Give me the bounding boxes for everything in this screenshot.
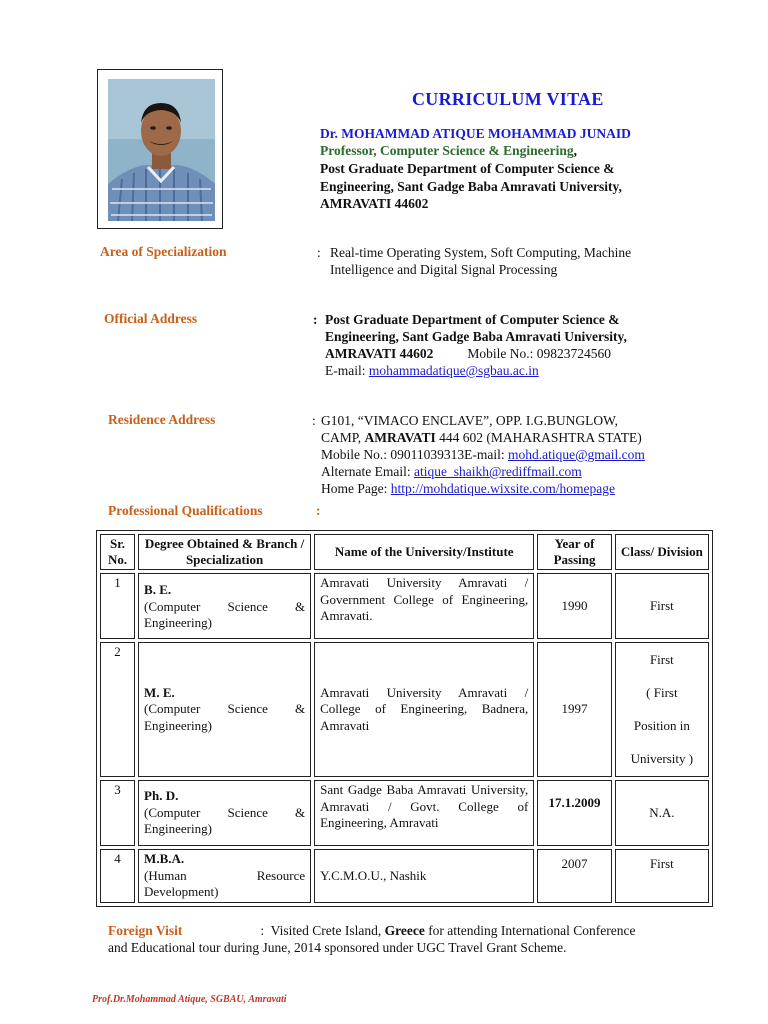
official-city: AMRAVATI 44602	[325, 346, 434, 361]
row-university: Sant Gadge Baba Amravati University, Amravati / Govt. College of Engineering, Amravati	[314, 780, 534, 846]
residence-homepage-link[interactable]: http://mohdatique.wixsite.com/homepage	[390, 481, 615, 496]
qualifications-table	[96, 530, 713, 907]
official-address-separator: :	[313, 312, 318, 327]
qualifications-separator: :	[316, 503, 321, 518]
foreign-visit-text-2: for attending International Conference	[428, 923, 636, 938]
residence-line-2	[321, 429, 711, 446]
row-class: N.A.	[615, 780, 709, 846]
designation	[320, 143, 577, 159]
specialization-line-1: Real-time Operating System, Soft Computing, Machine	[330, 245, 632, 260]
table-row	[100, 573, 709, 639]
foreign-visit-line-2: and Educational tour during June, 2014 sponsored under UGC Travel Grant Scheme.	[108, 940, 567, 955]
row-university: Amravati University Amravati / Government College of Engineering, Amravati.	[314, 573, 534, 639]
department-line-1: Post Graduate Department of Computer Science &	[320, 161, 615, 176]
department-line-3: AMRAVATI 44602	[320, 196, 429, 211]
row-sr: 1	[100, 573, 135, 639]
residence-pin: 444 602 (MAHARASHTRA STATE)	[439, 430, 642, 445]
official-address-block	[325, 311, 705, 379]
row-university: Y.C.M.O.U., Nashik	[314, 849, 534, 903]
table-header-row	[100, 534, 709, 570]
official-address-label: Official Address	[104, 311, 198, 326]
row-year: 2007	[537, 849, 611, 903]
row-degree: Ph. D.	[144, 788, 179, 804]
header-degree: Degree Obtained & Branch / Specialization	[138, 534, 311, 570]
foreign-visit-country: Greece	[384, 923, 425, 938]
row-class: First	[649, 652, 674, 667]
row-sr: 4	[100, 849, 135, 903]
residence-address-label: Residence Address	[108, 412, 216, 427]
row-year: 1997	[537, 642, 611, 777]
row-sr: 2	[100, 642, 135, 777]
row-class-note-1: ( First	[646, 685, 678, 700]
residence-alt-email-label: Alternate Email:	[321, 464, 411, 479]
residence-alt-email-link[interactable]: atique_shaikh@rediffmail.com	[413, 464, 582, 479]
specialization-separator: :	[317, 245, 321, 260]
row-degree-cell	[138, 849, 311, 903]
official-address-line-3	[325, 345, 705, 362]
footer-signature: Prof.Dr.Mohammad Atique, SGBAU, Amravati	[92, 994, 287, 1005]
residence-address-block	[321, 412, 711, 497]
row-class-note-2: Position in	[633, 718, 690, 733]
foreign-visit-separator: :	[260, 923, 265, 938]
designation-text: Professor, Computer Science & Engineering	[320, 143, 574, 158]
row-branch: (Computer Science & Engineering)	[144, 701, 306, 733]
person-name: Dr. MOHAMMAD ATIQUE MOHAMMAD JUNAID	[320, 126, 631, 141]
residence-city: AMRAVATI	[364, 430, 436, 445]
designation-comma: ,	[573, 143, 577, 158]
header-university: Name of the University/Institute	[314, 534, 534, 570]
row-branch: (Human Resource Development)	[144, 867, 306, 899]
residence-email-link[interactable]: mohd.atique@gmail.com	[507, 447, 645, 462]
row-degree-cell	[138, 573, 311, 639]
row-year: 17.1.2009	[537, 780, 611, 846]
row-degree: M.B.A.	[144, 851, 185, 866]
row-class: First	[615, 849, 709, 903]
foreign-visit-text-1: Visited Crete Island,	[270, 923, 382, 938]
residence-address-separator: :	[312, 413, 316, 428]
qualifications-label: Professional Qualifications	[108, 503, 263, 518]
page-title: CURRICULUM VITAE	[412, 89, 604, 109]
specialization-line-2: Intelligence and Digital Signal Processing	[330, 262, 558, 277]
residence-line-1: G101, “VIMACO ENCLAVE”, OPP. I.G.BUNGLOW,	[321, 413, 618, 428]
header-class: Class/ Division	[615, 534, 709, 570]
profile-photo-image	[108, 79, 215, 221]
official-mobile: Mobile No.: 09823724560	[467, 346, 612, 361]
residence-camp: CAMP,	[321, 430, 362, 445]
specialization-label: Area of Specialization	[100, 244, 227, 259]
official-email-label: E-mail:	[325, 363, 366, 378]
row-year: 1990	[537, 573, 611, 639]
row-branch: (Computer Science & Engineering)	[144, 598, 306, 630]
foreign-visit-line-1	[108, 922, 713, 939]
official-email-link[interactable]: mohammadatique@sgbau.ac.in	[368, 363, 539, 378]
row-degree: M. E.	[144, 684, 175, 700]
row-university: Amravati University Amravati / College of Engineering, Badnera, Amravati	[314, 642, 534, 777]
residence-contact-line	[321, 446, 711, 463]
specialization-text	[330, 244, 631, 278]
row-degree-cell	[138, 780, 311, 846]
department-line-2: Engineering, Sant Gadge Baba Amravati University,	[320, 178, 622, 194]
residence-alt-email-line	[321, 463, 711, 480]
row-class: First	[615, 573, 709, 639]
row-degree-cell	[138, 642, 311, 777]
profile-photo	[108, 79, 215, 221]
table-row	[100, 849, 709, 903]
row-class-note-3: University )	[630, 751, 694, 766]
department-block	[320, 160, 680, 213]
residence-homepage-line	[321, 480, 711, 497]
foreign-visit-label: Foreign Visit	[108, 923, 183, 938]
official-address-line-1: Post Graduate Department of Computer Science &	[325, 312, 620, 327]
table-row	[100, 642, 709, 777]
residence-mobile: Mobile No.: 09011039313E-mail:	[321, 447, 505, 462]
table-row	[100, 780, 709, 846]
residence-homepage-label: Home Page:	[321, 481, 388, 496]
foreign-visit-block	[108, 922, 713, 956]
official-address-line-2: Engineering, Sant Gadge Baba Amravati University,	[325, 329, 627, 344]
row-branch: (Computer Science & Engineering)	[144, 804, 306, 837]
row-sr: 3	[100, 780, 135, 846]
header-year: Year of Passing	[537, 534, 611, 570]
row-degree: B. E.	[144, 582, 172, 597]
official-email-line	[325, 362, 705, 379]
header-sr: Sr. No.	[100, 534, 135, 570]
row-class-cell	[615, 642, 709, 777]
